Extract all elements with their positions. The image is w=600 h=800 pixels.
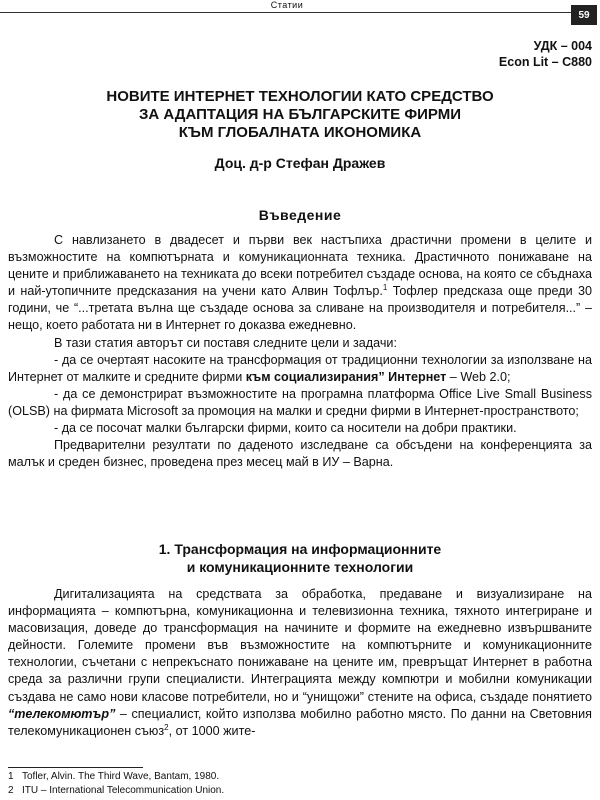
page-header bbox=[0, 0, 600, 14]
title-line: ЗА АДАПТАЦИЯ НА БЪЛГАРСКИТЕ ФИРМИ bbox=[138, 106, 462, 123]
footnotes bbox=[8, 770, 224, 798]
classification-codes bbox=[499, 38, 592, 70]
title-line: НОВИТЕ ИНТЕРНЕТ ТЕХНОЛОГИИ КАТО СРЕДСТВО bbox=[106, 88, 494, 105]
heading-line: и комуникационните технологии bbox=[186, 559, 414, 575]
paragraph: - да се посочат малки български фирми, които са носители на добри практики. bbox=[54, 421, 517, 436]
emphasis-text: към социализирания” Интернет bbox=[245, 369, 447, 384]
heading-line: 1. Трансформация на информационните bbox=[158, 541, 442, 557]
text-run: – Web 2.0; bbox=[446, 369, 511, 384]
udk-code: УДК – 004 bbox=[533, 39, 592, 53]
paragraph bbox=[8, 232, 592, 335]
footnote-mark: 2 bbox=[8, 785, 14, 796]
text-run: Тофлер предсказа още преди 30 години, че “...третата вълна ще създаде основа за сливане на производителя и потребителя...” – нещо, което работата ни в Интернет го доказва ежедневно. bbox=[8, 284, 593, 333]
paragraph: - да се демонстрират възможностите на програмна платформа Office Live Small Business (OLSB) на фирмата Microsoft за промоция на малки и средни фирми в Интернет-пространството; bbox=[8, 386, 592, 418]
section-name: Статии bbox=[270, 0, 304, 10]
page-number: 59 bbox=[571, 5, 597, 25]
paragraph: Предварителни резултати по даденото изследване са обсъдени на конференцията за малък и среден бизнес, проведена през месец май в ИУ – Варна. bbox=[8, 438, 592, 470]
section-body bbox=[8, 586, 592, 740]
paragraph bbox=[8, 586, 592, 740]
text-run: С навлизането в двадесет и първи век настъпиха драстични промени в целите и възможностите на компютърната и комуникационната техника. Драстичното понижаване на цените и приближаването на техниката до всеки потребител създаде основа, на която се сбъднаха и най-утопичните предсказания на учени като Алвин Тофлър. bbox=[8, 233, 592, 299]
author-name: Доц. д-р Стефан Дражев bbox=[214, 155, 386, 171]
footnote-rule bbox=[8, 767, 143, 768]
text-run: Дигитализацията на средствата за обработка, предаване и визуализиране на информацията – компютърна, комуникационна и телевизионна техника, тяхното интегриране и масовизация, доведе до трансформация на начините и формите на ежедневно извършваните дейности. Големите промени във възможностите на компютърните и комуникационните технологии, съчетани с непрекъснато понижаване на цените им, превръщат Интернет в работна среда за различни групи специалисти. Интеграцията между компютри и мобилни комуникации създава не само нови класове потребители, но и “унищожи” стените на офиса, създаде понятието bbox=[8, 587, 592, 704]
header-rule bbox=[0, 12, 574, 13]
article-title bbox=[30, 88, 570, 142]
footnote bbox=[8, 770, 224, 784]
intro-body bbox=[8, 232, 592, 471]
footnote-text: ITU – International Telecommunication Union. bbox=[22, 785, 225, 796]
title-line: КЪМ ГЛОБАЛНАТА ИКОНОМИКА bbox=[178, 124, 422, 141]
footnote-ref: 1 bbox=[382, 283, 388, 293]
footnote bbox=[8, 784, 224, 798]
intro-heading: Въведение bbox=[258, 207, 342, 223]
footnote-mark: 1 bbox=[8, 771, 14, 782]
text-run: , от 1000 жите- bbox=[168, 723, 256, 738]
footnote-text: Tofler, Alvin. The Third Wave, Bantam, 1980. bbox=[22, 771, 220, 782]
term-emphasis: “телекомютър” bbox=[8, 706, 116, 721]
section-heading bbox=[0, 540, 600, 576]
text-run: – специалист, който използва мобилно работно място. По данни на Световния телекомуникационен съюз bbox=[8, 706, 592, 738]
paragraph: В тази статия авторът си поставя следните цели и задачи: bbox=[54, 335, 397, 350]
footnote-ref: 2 bbox=[164, 722, 169, 732]
econlit-code: Econ Lit – C880 bbox=[498, 55, 592, 69]
paragraph bbox=[8, 352, 592, 386]
text-run: - да се очертаят насоките на трансформация от традиционни технологии за използване на Интернет от малките и средните фирми bbox=[8, 352, 592, 384]
